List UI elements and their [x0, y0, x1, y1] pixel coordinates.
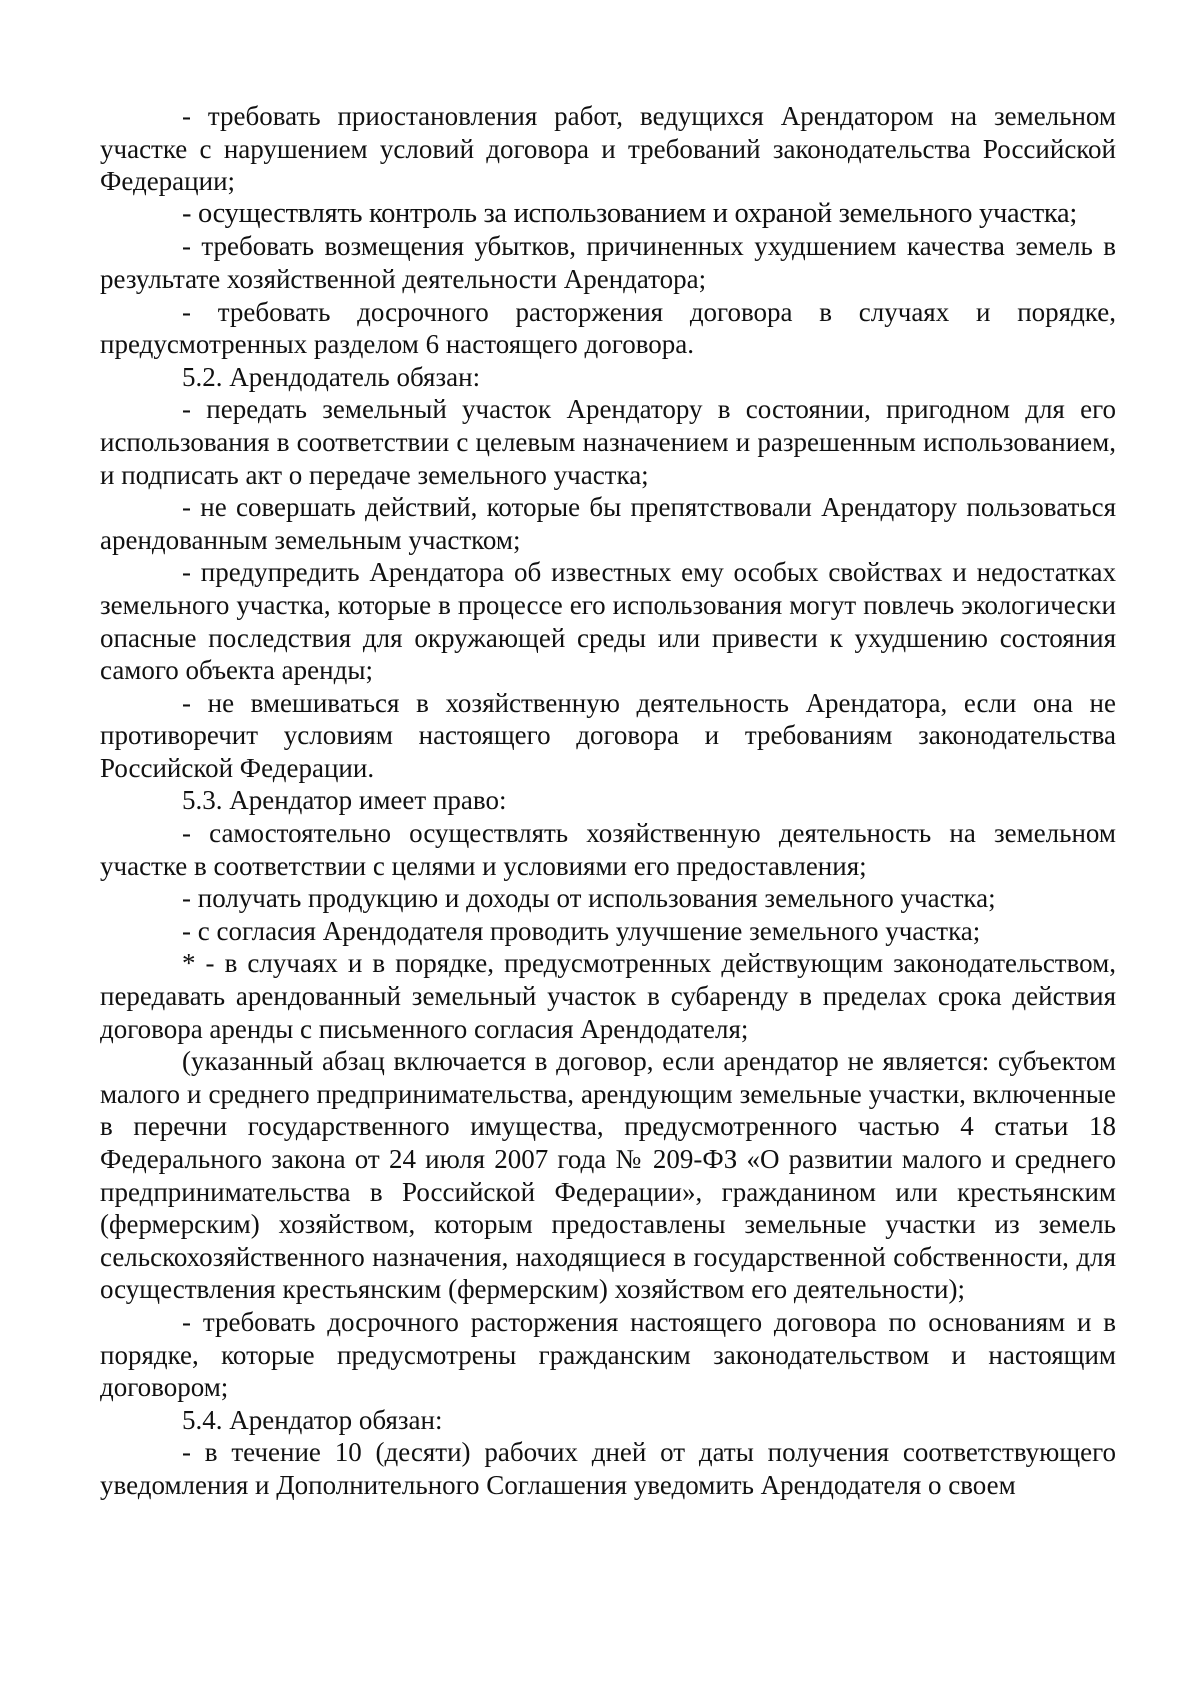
- paragraph-early-termination: - требовать досрочного расторжения договора в случаях и порядке, предусмотренных разделом 6 настоящего договора.: [100, 296, 1116, 360]
- paragraph-sublease: * - в случаях и в порядке, предусмотренных действующим законодательством, передавать арендованный земельный участок в субаренду в пределах срока действия договора аренды с письменного согласия Арендодателя;: [100, 948, 1116, 1044]
- paragraph-transfer-land: - передать земельный участок Арендатору в состоянии, пригодном для его использования в соответствии с целевым назначением и разрешенным использованием, и подписать акт о передаче земельного участка;: [100, 394, 1116, 490]
- paragraph-receive-income: - получать продукцию и доходы от использования земельного участка;: [182, 883, 996, 914]
- paragraph-compensation-damages: - требовать возмещения убытков, причиненных ухудшением качества земель в результате хозяйственной деятельности Арендатора;: [100, 231, 1116, 294]
- paragraph-tenant-termination: - требовать досрочного расторжения настоящего договора по основаниям и в порядке, которые предусмотрены гражданским законодательством и настоящим договором;: [100, 1306, 1116, 1403]
- paragraph-sublease-note: (указанный абзац включается в договор, если арендатор не является: субъектом малого и среднего предпринимательства, арендующим земельные участки, включенные в перечни государственного имущества, предусмотренного частью 4 статьи 18 Федерального закона от 24 июля 2007 года № 209-ФЗ «О развитии малого и среднего предпринимательства в Российской Федерации», гражданином или крестьянским (фермерским) хозяйством, которым предоставлены земельные участки из земель сельскохозяйственного назначения, находящиеся в государственной собственности, для осуществления крестьянским (фермерским) хозяйством его деятельности);: [100, 1046, 1116, 1305]
- paragraph-improvement: - с согласия Арендодателя проводить улучшение земельного участка;: [182, 915, 981, 946]
- section-heading-5-3: 5.3. Арендатор имеет право:: [182, 785, 507, 816]
- paragraph-control-land-use: - осуществлять контроль за использованием и охраной земельного участка;: [182, 197, 1077, 229]
- document-page: [100, 100, 1116, 1502]
- paragraph-independent-activity: - самостоятельно осуществлять хозяйственную деятельность на земельном участке в соответствии с целями и условиями его предоставления;: [100, 818, 1116, 881]
- section-heading-5-2: 5.2. Арендодатель обязан:: [182, 361, 481, 392]
- paragraph-no-interference: - не вмешиваться в хозяйственную деятельность Арендатора, если она не противоречит условиям настоящего договора и требованиям законодательства Российской Федерации.: [100, 687, 1116, 783]
- paragraph-notify-within-10-days: - в течение 10 (десяти) рабочих дней от даты получения соответствующего уведомления и Дополнительного Соглашения уведомить Арендодателя о своем: [100, 1437, 1116, 1500]
- paragraph-warn-properties: - предупредить Арендатора об известных ему особых свойствах и недостатках земельного участка, которые в процессе его использования могут повлечь экологически опасные последствия для окружающей среды или привести к ухудшению состояния самого объекта аренды;: [100, 557, 1116, 686]
- paragraph-suspend-works: - требовать приостановления работ, ведущихся Арендатором на земельном участке с нарушением условий договора и требований законодательства Российской Федерации;: [100, 101, 1116, 197]
- paragraph-no-obstruction: - не совершать действий, которые бы препятствовали Арендатору пользоваться арендованным земельным участком;: [100, 492, 1116, 555]
- section-heading-5-4: 5.4. Арендатор обязан:: [182, 1404, 443, 1435]
